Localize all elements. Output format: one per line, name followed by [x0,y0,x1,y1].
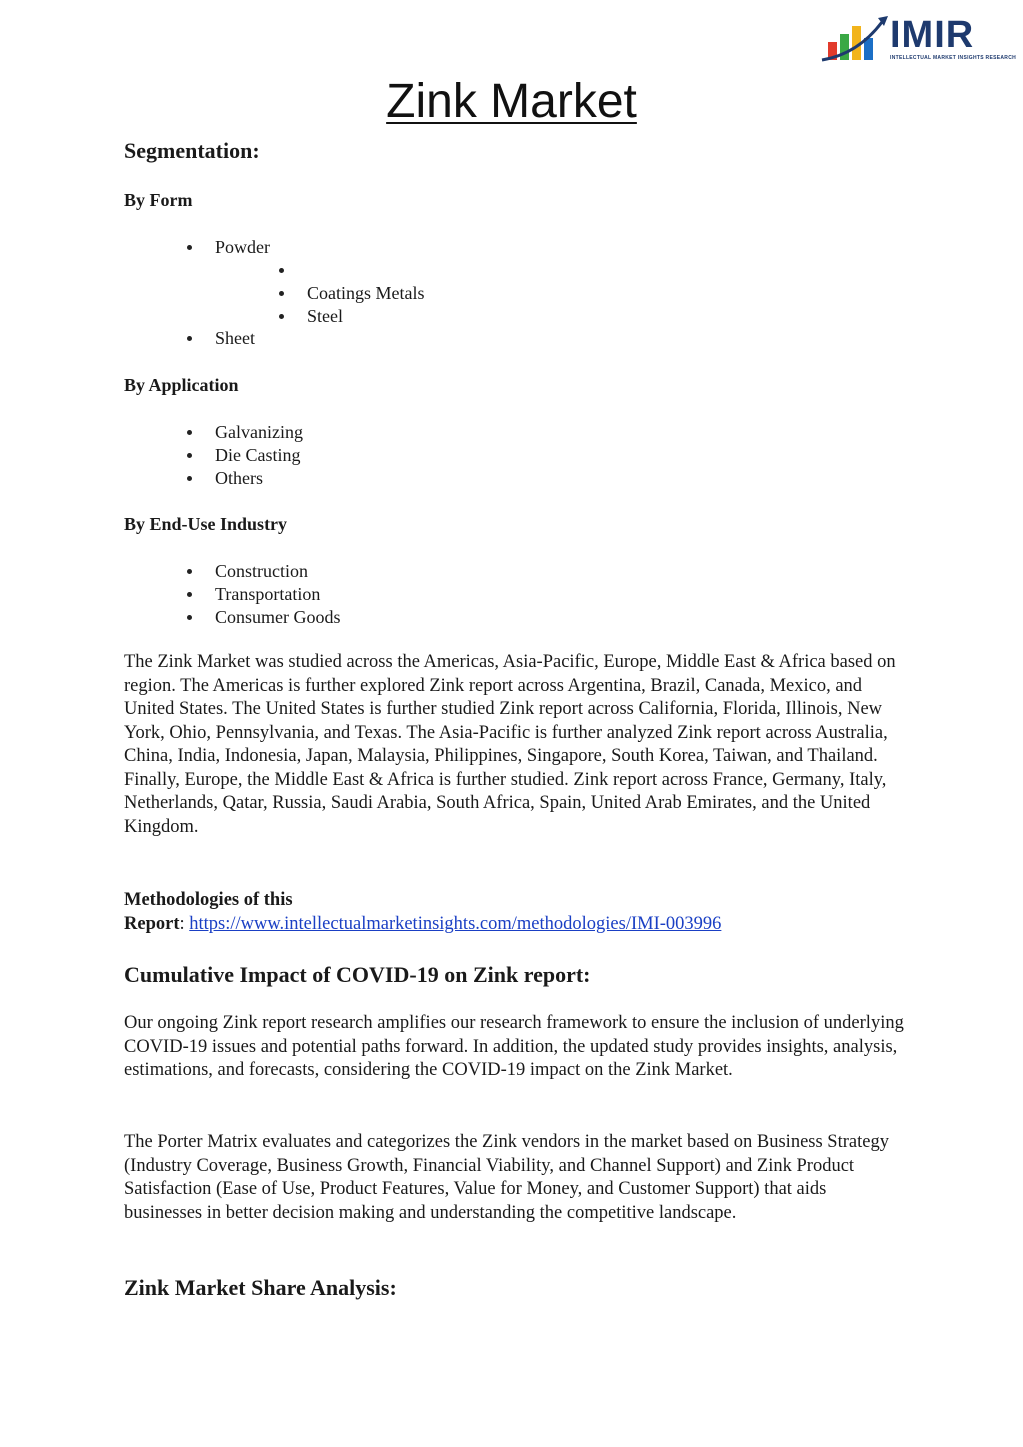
list-item: Transportation [215,584,321,604]
by-application-heading: By Application [124,375,239,395]
segmentation-heading: Segmentation: [124,138,260,163]
covid-heading: Cumulative Impact of COVID-19 on Zink report: [124,962,591,987]
page-title: Zink Market [386,75,637,128]
methodology-label-line2: Report [124,913,180,934]
by-form-heading: By Form [124,190,193,210]
logo-tagline: INTELLECTUAL MARKET INSIGHTS RESEARCH [890,55,1017,61]
list-item: Others [215,468,263,488]
list-item: Consumer Goods [215,607,341,627]
list-item: Construction [215,561,308,581]
list-item: Steel [307,306,343,326]
porter-paragraph: The Porter Matrix evaluates and categorizes the Zink vendors in the market based on Business Strategy (Industry Coverage, Business Growth, Financial Viability, and Channel Support) and Zink Product Satisfaction (Ease of Use, Product Features, Value for Money, and Customer Support) that aids businesses in better decision making and understanding the competitive landscape. [124,1132,889,1223]
region-paragraph: The Zink Market was studied across the Americas, Asia-Pacific, Europe, Middle East & Africa based on region. The Americas is further explored Zink report across Argentina, Brazil, Canada, Mexico, and United States. The United States is further studied Zink report across California, Florida, Illinois, New York, Ohio, Pennsylvania, and Texas. The Asia-Pacific is further analyzed Zink report across Australia, China, India, Indonesia, Japan, Malaysia, Philippines, Singapore, South Korea, Taiwan, and Thailand. Finally, Europe, the Middle East & Africa is further studied. Zink report across France, Germany, Italy, Netherlands, Qatar, Russia, Saudi Arabia, South Africa, Spain, United Arab Emirates, and the United Kingdom. [124,652,896,837]
methodology-label-line1: Methodologies of this [124,890,293,910]
covid-paragraph: Our ongoing Zink report research amplifies our research framework to ensure the inclusion of underlying COVID-19 issues and potential paths forward. In addition, the updated study provides insights, analysis, estimations, and forecasts, considering the COVID-19 impact on the Zink Market. [124,1013,904,1080]
list-item: Powder [215,237,270,257]
list-item: Galvanizing [215,422,303,442]
list-item: Coatings Metals [307,283,425,303]
list-item: Sheet [215,328,255,348]
list-item: Die Casting [215,445,301,465]
share-analysis-heading: Zink Market Share Analysis: [124,1275,397,1300]
logo-wordmark: IMIR [890,14,975,56]
methodology-block [124,889,904,936]
methodology-link[interactable]: https://www.intellectualmarketinsights.com/methodologies/IMI-003996 [189,913,722,934]
by-end-use-heading: By End-Use Industry [124,514,288,534]
methodology-separator: : [179,913,185,934]
